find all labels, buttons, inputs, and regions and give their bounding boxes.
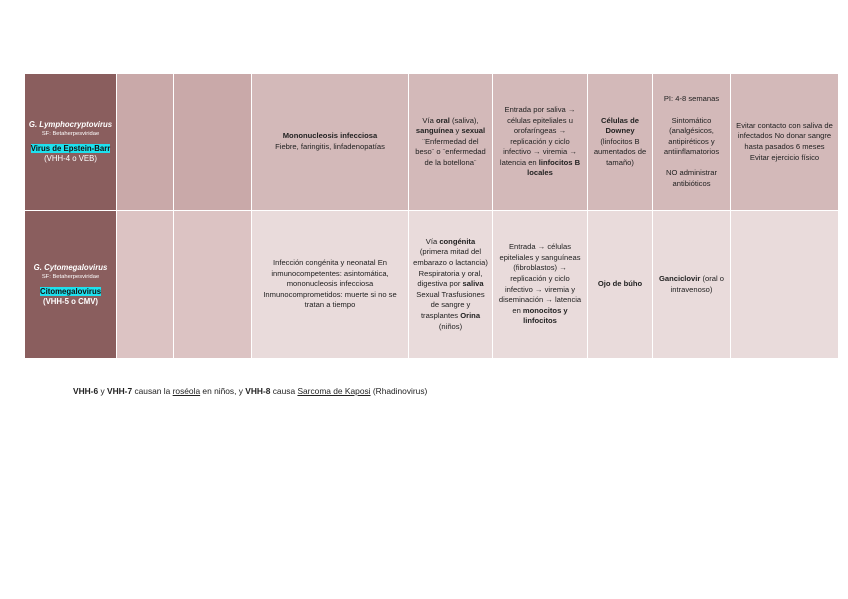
prevention-cell — [731, 211, 839, 359]
table-row — [25, 74, 839, 211]
genus-cell — [25, 211, 117, 359]
treatment-cell: Ganciclovir (oral o intravenoso) — [653, 211, 731, 359]
pathogenesis-cell: Entrada por saliva → células epiteliales u orofaríngeas → replicación y ciclo infectivo → viremia → latencia en linfocitos B locales — [493, 74, 588, 211]
genus-cell — [25, 74, 117, 211]
genus-name: G. Lymphocryptovirus — [28, 120, 113, 129]
disease-title: Mononucleosis infecciosa — [282, 131, 378, 141]
virus-highlight: Virus de Epstein-Barr — [30, 144, 111, 153]
empty-cell — [117, 211, 174, 359]
family-name: SF: Betaherpesviridae — [41, 273, 100, 280]
footnote: VHH-6 y VHH-7 causan la roséola en niños, y VHH-8 causa Sarcoma de Kaposi (Rhadinovirus) — [73, 386, 428, 396]
disease-cell: Infección congénita y neonatal En inmunocompetentes: asintomática, mononucleosis infecciosa Inmunocomprometidos: muerte si no se tratan a tiempo — [252, 211, 409, 359]
disease-text: Fiebre, faringitis, linfadenopatías — [275, 142, 385, 151]
empty-cell — [174, 74, 252, 211]
virus-name: Citomegalovirus (VHH-5 o CMV) — [39, 286, 102, 306]
empty-cell — [117, 74, 174, 211]
cells-cell: Células de Downey (linfocitos B aumentados de tamaño) — [588, 74, 653, 211]
virus-table — [24, 73, 839, 359]
transmission-cell: Vía oral (saliva), sanguínea y sexual ¨Enfermedad del beso¨ o ¨enfermedad de la botellona¨ — [409, 74, 493, 211]
transmission-cell: Vía congénita (primera mitad del embarazo o lactancia) Respiratoria y oral, digestiva por saliva Sexual Trasfusiones de sangre y trasplantes Orina (niños) — [409, 211, 493, 359]
virus-highlight: Citomegalovirus — [39, 286, 102, 296]
pathogenesis-cell: Entrada → células epiteliales y sanguíneas (fibroblastos) → replicación y ciclo infectivo → viremia y diseminación → latencia en monocitos y linfocitos — [493, 211, 588, 359]
empty-cell — [174, 211, 252, 359]
family-name: SF: Betaherpesviridae — [41, 131, 100, 137]
disease-cell — [252, 74, 409, 211]
table-row — [25, 211, 839, 359]
virus-name: Virus de Epstein-Barr (VHH-4 o VEB) — [30, 144, 111, 163]
cells-cell: Ojo de búho — [588, 211, 653, 359]
treatment-cell: PI: 4-8 semanas Sintomático (analgésicos, antipiréticos y antiinflamatorios NO administrar antibióticos — [653, 74, 731, 211]
prevention-cell: Evitar contacto con saliva de infectados No donar sangre hasta pasados 6 meses Evitar ejercicio físico — [731, 74, 839, 211]
genus-name: G. Cytomegalovirus — [33, 262, 108, 272]
